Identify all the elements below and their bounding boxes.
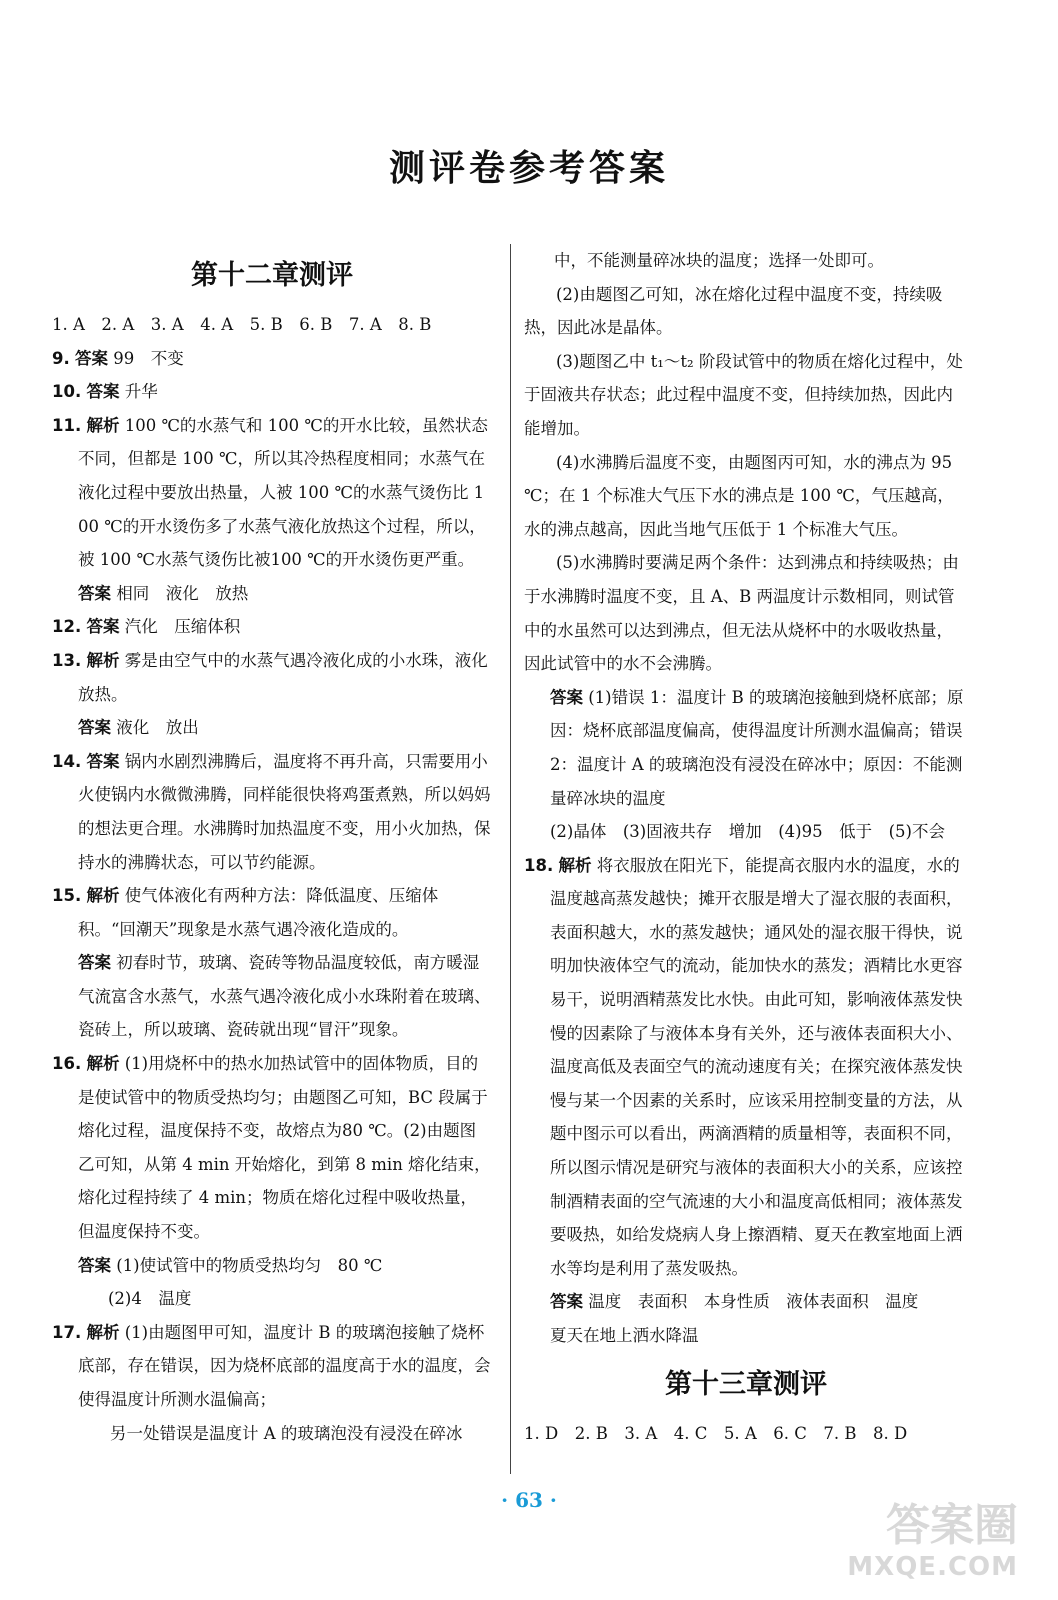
question-17-part-5: (5)水沸腾时要满足两个条件：达到沸点和持续吸热；由于水沸腾时温度不变，且 A、B 两温度计示数相同，则试管中的水虽然可以达到沸点，但无法从烧杯中的水吸收热量，因此试管中的水不会沸腾。 (524, 553, 959, 674)
analysis-text: 雾是由空气中的水蒸气遇冷液化成的小水珠，液化放热。 (78, 650, 488, 704)
answer-keyword: 答案 (86, 617, 120, 637)
question-17-answer-part2: (2)晶体 (3)固液共存 增加 (4)95 低于 (5)不会 (550, 822, 945, 842)
question-number: 18. (524, 855, 554, 875)
question-18-answer (524, 1285, 968, 1319)
question-14 (52, 745, 492, 879)
answer-keyword: 答案 (86, 382, 120, 402)
answers-1-8: 1. A 2. A 3. A 4. A 5. B 6. B 7. A 8. B (52, 315, 432, 334)
watermark-text-top: 答案圈 (886, 1500, 1018, 1551)
question-number: 10. (52, 382, 82, 402)
answer-text: 升华 (119, 382, 158, 402)
answer-text: 相同 液化 放热 (111, 583, 249, 603)
chapter-13-heading: 第十三章测评 (665, 1368, 827, 1400)
question-number: 11. (52, 415, 82, 435)
answer-text: 锅内水剧烈沸腾后，温度将不再升高，只需要用小火使锅内水微微沸腾，同样能很快将鸡蛋煮熟，所以妈妈的想法更合理。水沸腾时加热温度不变，用小火加热，保持水的沸腾状态，可以节约能源。 (78, 751, 491, 872)
question-13 (52, 644, 492, 711)
question-12 (52, 610, 492, 644)
analysis-text: 使气体液化有两种方法：降低温度、压缩体积。“回潮天”现象是水蒸气遇冷液化造成的。 (78, 886, 439, 939)
column-divider (510, 244, 511, 1474)
question-16-answer (52, 1249, 492, 1283)
question-16 (52, 1047, 492, 1249)
question-number: 16. (52, 1054, 82, 1074)
question-15 (52, 879, 492, 946)
answer-keyword: 答案 (78, 1255, 111, 1275)
question-18 (524, 849, 968, 1286)
answer-text: 99 不变 (108, 348, 184, 368)
answer-keyword: 答案 (550, 1292, 583, 1312)
answer-keyword: 答案 (78, 953, 111, 973)
chapter-12-heading: 第十二章测评 (191, 260, 353, 291)
answer-text: (1)错误 1：温度计 B 的玻璃泡接触到烧杯底部；原因：烧杯底部温度偏高，使得温度计所测水温偏高；错误 2：温度计 A 的玻璃泡没有浸没在碎冰中；原因：不能测量碎冰块的温度 (550, 687, 964, 808)
answer-keyword: 答案 (78, 718, 111, 738)
question-number: 12. (52, 617, 82, 637)
right-column (524, 244, 968, 1450)
answer-keyword: 答案 (75, 348, 108, 368)
analysis-keyword: 解析 (86, 1322, 120, 1342)
page-title: 测评卷参考答案 (388, 147, 669, 189)
analysis-keyword: 解析 (86, 886, 120, 906)
question-number: 13. (52, 650, 82, 670)
chapter-13-answers-1-8: 1. D 2. B 3. A 4. C 5. A 6. C 7. B 8. D (524, 1423, 908, 1443)
answer-text: 温度 表面积 本身性质 液体表面积 温度 (583, 1292, 919, 1312)
analysis-text: 100 ℃的水蒸气和 100 ℃的开水比较，虽然状态不同，但都是 100 ℃，所以其冷热程度相同；水蒸气在液化过程中要放出热量，人被 100 ℃的水蒸气烫伤比 100 ℃的开水烫伤多了水蒸气液化放热这个过程，所以，被 100 ℃水蒸气烫伤比被100 ℃的开水烫伤更严重。 (78, 415, 488, 570)
question-number: 14. (52, 751, 82, 771)
question-number: 15. (52, 886, 82, 906)
question-10 (52, 375, 492, 409)
question-number: 9. (52, 348, 70, 368)
answer-text: 液化 放出 (111, 718, 199, 738)
answer-text: 初春时节，玻璃、瓷砖等物品温度较低，南方暖湿气流富含水蒸气，水蒸气遇冷液化成小水珠附着在玻璃、瓷砖上，所以玻璃、瓷砖就出现“冒汗”现象。 (78, 953, 491, 1040)
analysis-text: 将衣服放在阳光下，能提高衣服内水的温度，水的温度越高蒸发越快；摊开衣服是增大了湿衣服的表面积，表面积越大，水的蒸发越快；通风处的湿衣服干得快，说明加快液体空气的流动，能加快水的蒸发；酒精比水更容易干，说明酒精蒸发比水快。由此可知，影响液体蒸发快慢的因素除了与液体本身有关外，还与液体表面积大小、温度高低及表面空气的流动速度有关；在探究液体蒸发快慢与某一个因素的关系时，应该采用控制变量的方法，从题中图示可以看出，两滴酒精的质量相等，表面积不同，所以图示情况是研究与液体的表面积大小的关系，应该控制酒精表面的空气流速的大小和温度高低相同；液体蒸发要吸热，如给发烧病人身上擦酒精、夏天在教室地面上洒水等均是利用了蒸发吸热。 (550, 855, 963, 1278)
analysis-keyword: 解析 (86, 1054, 120, 1074)
left-column (52, 244, 492, 1450)
question-15-answer (52, 946, 492, 1047)
answer-text: (1)使试管中的物质受热均匀 80 ℃ (111, 1255, 383, 1275)
question-17-part-4: (4)水沸腾后温度不变，由题图丙可知，水的沸点为 95 ℃；在 1 个标准大气压下水的沸点是 100 ℃，气压越高，水的沸点越高，因此当地气压低于 1 个标准大气压。 (524, 452, 954, 539)
watermark-logo (818, 1500, 1018, 1590)
analysis-keyword: 解析 (558, 855, 592, 875)
question-18-answer-part2: 夏天在地上洒水降温 (550, 1326, 699, 1345)
answer-keyword: 答案 (86, 751, 120, 771)
question-9 (52, 342, 492, 376)
analysis-text: (1)由题图甲可知，温度计 B 的玻璃泡接触了烧杯底部，存在错误，因为烧杯底部的温度高于水的温度，会使得温度计所测水温偏高； (78, 1322, 491, 1409)
question-17-analysis-cont: 另一处错误是温度计 A 的玻璃泡没有浸没在碎冰 (110, 1423, 463, 1443)
answer-keyword: 答案 (550, 687, 583, 707)
question-17-part-3: (3)题图乙中 t₁～t₂ 阶段试管中的物质在熔化过程中，处于固液共存状态；此过程中温度不变，但持续加热，因此内能增加。 (524, 351, 963, 438)
question-13-answer (52, 711, 492, 745)
answer-text: 汽化 压缩体积 (119, 617, 241, 637)
question-11 (52, 409, 492, 577)
question-number: 17. (52, 1322, 82, 1342)
question-17 (52, 1316, 492, 1417)
question-17-analysis-cont2: 中，不能测量碎冰块的温度；选择一处即可。 (554, 251, 884, 270)
analysis-keyword: 解析 (86, 415, 120, 435)
page-number: · 63 · (501, 1488, 557, 1512)
question-17-part-2: (2)由题图乙可知，冰在熔化过程中温度不变，持续吸热，因此冰是晶体。 (524, 284, 943, 338)
answer-keyword: 答案 (78, 583, 111, 603)
question-16-answer-part2: (2)4 温度 (108, 1289, 192, 1309)
analysis-keyword: 解析 (86, 650, 120, 670)
question-17-answer (524, 681, 968, 815)
analysis-text: (1)用烧杯中的热水加热试管中的固体物质，目的是使试管中的物质受热均匀；由题图乙可知，BC 段属于熔化过程，温度保持不变，故熔点为80 ℃。(2)由题图乙可知，从第 4 min 开始熔化，到第 8 min 熔化结束，熔化过程持续了 4 min；物质在熔化过程中吸收热量，但温度保持不变。 (78, 1054, 491, 1242)
watermark-text-bottom: MXQE.COM (847, 1552, 1018, 1582)
question-11-answer (52, 577, 492, 611)
